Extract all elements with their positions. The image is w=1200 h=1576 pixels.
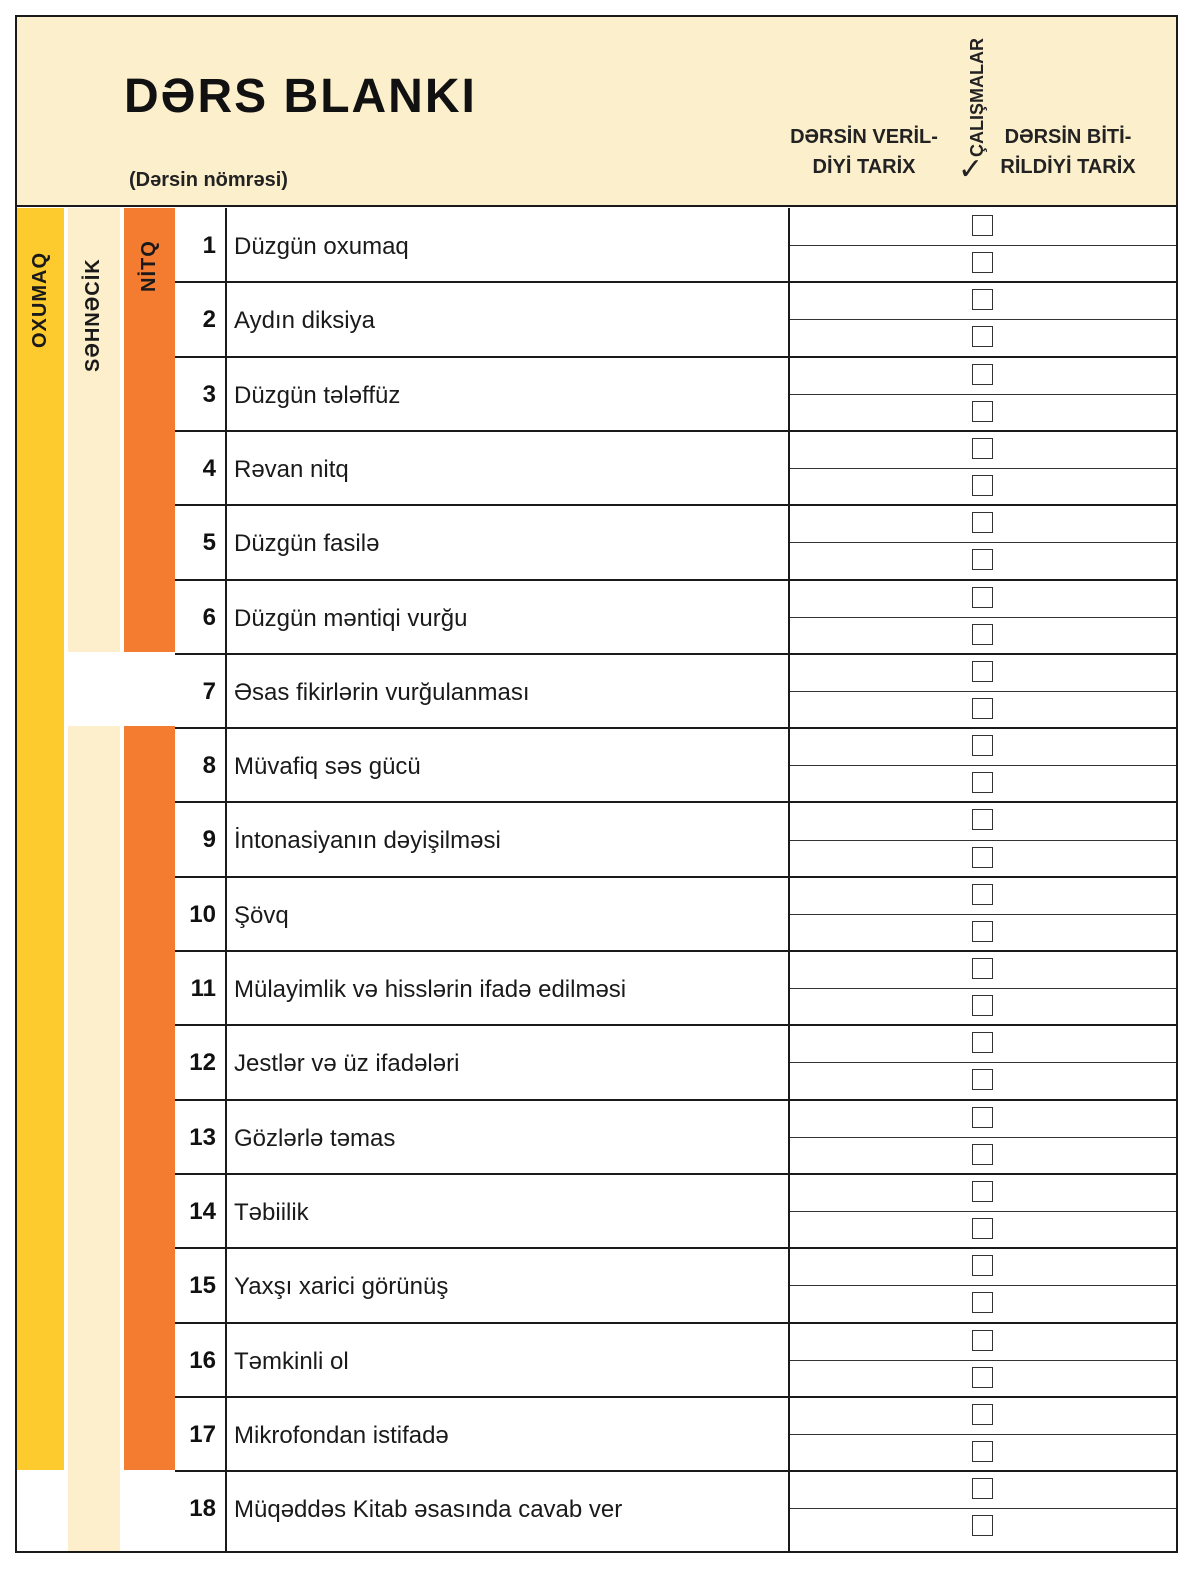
lesson-number: 7 — [202, 677, 216, 705]
practice-checkbox[interactable] — [972, 512, 993, 533]
lesson-title: Düzgün fasilə — [234, 530, 380, 558]
lesson-number: 9 — [202, 826, 216, 854]
practice-checkbox[interactable] — [972, 661, 993, 682]
lesson-number-label: (Dərsin nömrəsi) — [129, 169, 288, 191]
practice-checkbox[interactable] — [972, 921, 993, 942]
category-strip-speech-top — [124, 208, 175, 652]
practice-checkbox[interactable] — [972, 1367, 993, 1388]
row-mid-divider — [790, 765, 1176, 766]
row-divider — [175, 876, 1176, 878]
practice-checkbox[interactable] — [972, 1330, 993, 1351]
practice-checkbox[interactable] — [972, 1478, 993, 1499]
practice-checkbox[interactable] — [972, 772, 993, 793]
row-mid-divider — [790, 988, 1176, 989]
practice-checkbox[interactable] — [972, 958, 993, 979]
row-divider — [175, 950, 1176, 952]
category-strip-reading — [17, 208, 64, 1470]
practice-checkbox[interactable] — [972, 1181, 993, 1202]
lesson-title: Düzgün tələffüz — [234, 381, 401, 409]
checkmark-icon: ✓ — [958, 153, 984, 186]
lesson-title: Jestlər və üz ifadələri — [234, 1050, 460, 1078]
practice-checkbox[interactable] — [972, 549, 993, 570]
practice-checkbox[interactable] — [972, 1441, 993, 1462]
row-mid-divider — [790, 1508, 1176, 1509]
row-mid-divider — [790, 542, 1176, 543]
date-column-divider — [788, 208, 790, 1551]
row-mid-divider — [790, 468, 1176, 469]
practice-checkbox[interactable] — [972, 698, 993, 719]
lesson-title: Mikrofondan istifadə — [234, 1421, 449, 1449]
lesson-title: Təmkinli ol — [234, 1347, 349, 1375]
lesson-number: 4 — [202, 454, 216, 482]
lesson-title: Mülayimlik və hisslərin ifadə edilməsi — [234, 976, 627, 1003]
lesson-title: İntonasiyanın dəyişilməsi — [234, 827, 501, 855]
column-header-practice-label: ÇALIŞMALAR — [967, 38, 987, 157]
category-label-stage: SƏHNƏCİK — [82, 258, 104, 372]
lesson-number: 12 — [189, 1049, 216, 1077]
row-divider — [175, 430, 1176, 432]
row-divider — [175, 1470, 1176, 1472]
row-mid-divider — [790, 691, 1176, 692]
category-strip-stage-top — [68, 208, 120, 652]
lesson-number: 10 — [189, 900, 216, 928]
practice-checkbox[interactable] — [972, 1255, 993, 1276]
row-mid-divider — [790, 1434, 1176, 1435]
lesson-title: Şövq — [234, 901, 289, 929]
practice-checkbox[interactable] — [972, 215, 993, 236]
practice-checkbox[interactable] — [972, 587, 993, 608]
number-divider — [225, 208, 227, 1551]
practice-checkbox[interactable] — [972, 1107, 993, 1128]
practice-checkbox[interactable] — [972, 847, 993, 868]
lesson-number: 15 — [189, 1272, 216, 1300]
row-divider — [175, 356, 1176, 358]
lesson-number: 17 — [189, 1420, 216, 1448]
row-mid-divider — [790, 1360, 1176, 1361]
lesson-title: Yaxşı xarici görünüş — [234, 1273, 449, 1301]
row-mid-divider — [790, 394, 1176, 395]
lesson-title: Düzgün oxumaq — [234, 233, 409, 260]
practice-checkbox[interactable] — [972, 364, 993, 385]
practice-checkbox[interactable] — [972, 1292, 993, 1313]
row-mid-divider — [790, 319, 1176, 320]
practice-checkbox[interactable] — [972, 995, 993, 1016]
row-divider — [175, 579, 1176, 581]
lesson-title: Təbiilik — [234, 1198, 309, 1226]
row-divider — [175, 801, 1176, 803]
column-header-date-completed — [993, 122, 1143, 182]
page-title: DƏRS BLANKI — [124, 70, 477, 123]
practice-checkbox[interactable] — [972, 438, 993, 459]
column-header-date-given — [780, 122, 948, 182]
lesson-title: Rəvan nitq — [234, 455, 349, 483]
row-divider — [175, 1322, 1176, 1324]
row-divider — [175, 1173, 1176, 1175]
row-divider — [175, 653, 1176, 655]
lesson-number: 13 — [189, 1123, 216, 1151]
lesson-number: 3 — [202, 380, 216, 408]
lesson-title: Düzgün məntiqi vurğu — [234, 604, 468, 632]
row-divider — [175, 504, 1176, 506]
category-strip-speech-bottom — [124, 726, 175, 1470]
row-mid-divider — [790, 840, 1176, 841]
row-mid-divider — [790, 914, 1176, 915]
lesson-number: 1 — [202, 232, 216, 259]
row-mid-divider — [790, 1062, 1176, 1063]
practice-checkbox[interactable] — [972, 326, 993, 347]
practice-checkbox[interactable] — [972, 884, 993, 905]
column-header-date-given-line1: DƏRSİN VERİL- — [790, 126, 938, 148]
lesson-number: 8 — [202, 752, 216, 780]
lesson-number: 5 — [202, 529, 216, 557]
lesson-title: Müvafiq səs gücü — [234, 753, 421, 781]
category-strip-stage-bottom — [68, 726, 120, 1551]
row-mid-divider — [790, 617, 1176, 618]
lesson-title: Müqəddəs Kitab əsasında cavab ver — [234, 1496, 623, 1524]
lesson-number: 6 — [202, 603, 216, 631]
row-mid-divider — [790, 1211, 1176, 1212]
practice-checkbox[interactable] — [972, 401, 993, 422]
row-divider — [175, 727, 1176, 729]
row-mid-divider — [790, 245, 1176, 246]
practice-checkbox[interactable] — [972, 624, 993, 645]
row-divider — [175, 1247, 1176, 1249]
practice-checkbox[interactable] — [972, 289, 993, 310]
practice-checkbox[interactable] — [972, 252, 993, 273]
row-divider — [175, 1024, 1176, 1026]
lesson-number: 14 — [189, 1197, 216, 1225]
row-divider — [175, 281, 1176, 283]
lesson-number: 2 — [202, 306, 216, 334]
practice-checkbox[interactable] — [972, 1515, 993, 1536]
lesson-title: Əsas fikirlərin vurğulanması — [234, 678, 530, 706]
practice-checkbox[interactable] — [972, 1069, 993, 1090]
row-mid-divider — [790, 1137, 1176, 1138]
practice-checkbox[interactable] — [972, 1218, 993, 1239]
lesson-number: 11 — [190, 975, 216, 1002]
column-header-date-completed-line2: RİLDİYİ TARİX — [1000, 156, 1136, 178]
practice-checkbox[interactable] — [972, 809, 993, 830]
column-header-date-given-line2: DİYİ TARİX — [812, 156, 916, 178]
lesson-title: Gözlərlə təmas — [234, 1124, 396, 1152]
practice-checkbox[interactable] — [972, 735, 993, 756]
lesson-number: 16 — [189, 1346, 216, 1374]
practice-checkbox[interactable] — [972, 1032, 993, 1053]
lesson-title: Aydın diksiya — [234, 307, 375, 335]
row-divider — [175, 1099, 1176, 1101]
practice-checkbox[interactable] — [972, 1144, 993, 1165]
row-mid-divider — [790, 1285, 1176, 1286]
category-label-reading: OXUMAQ — [29, 252, 51, 348]
category-label-speech: NİTQ — [138, 240, 160, 292]
column-header-date-completed-line1: DƏRSİN BİTİ- — [1004, 126, 1132, 148]
row-divider — [175, 1396, 1176, 1398]
lesson-number: 18 — [189, 1495, 216, 1523]
practice-checkbox[interactable] — [972, 475, 993, 496]
column-header-practice — [954, 12, 987, 157]
practice-checkbox[interactable] — [972, 1404, 993, 1425]
